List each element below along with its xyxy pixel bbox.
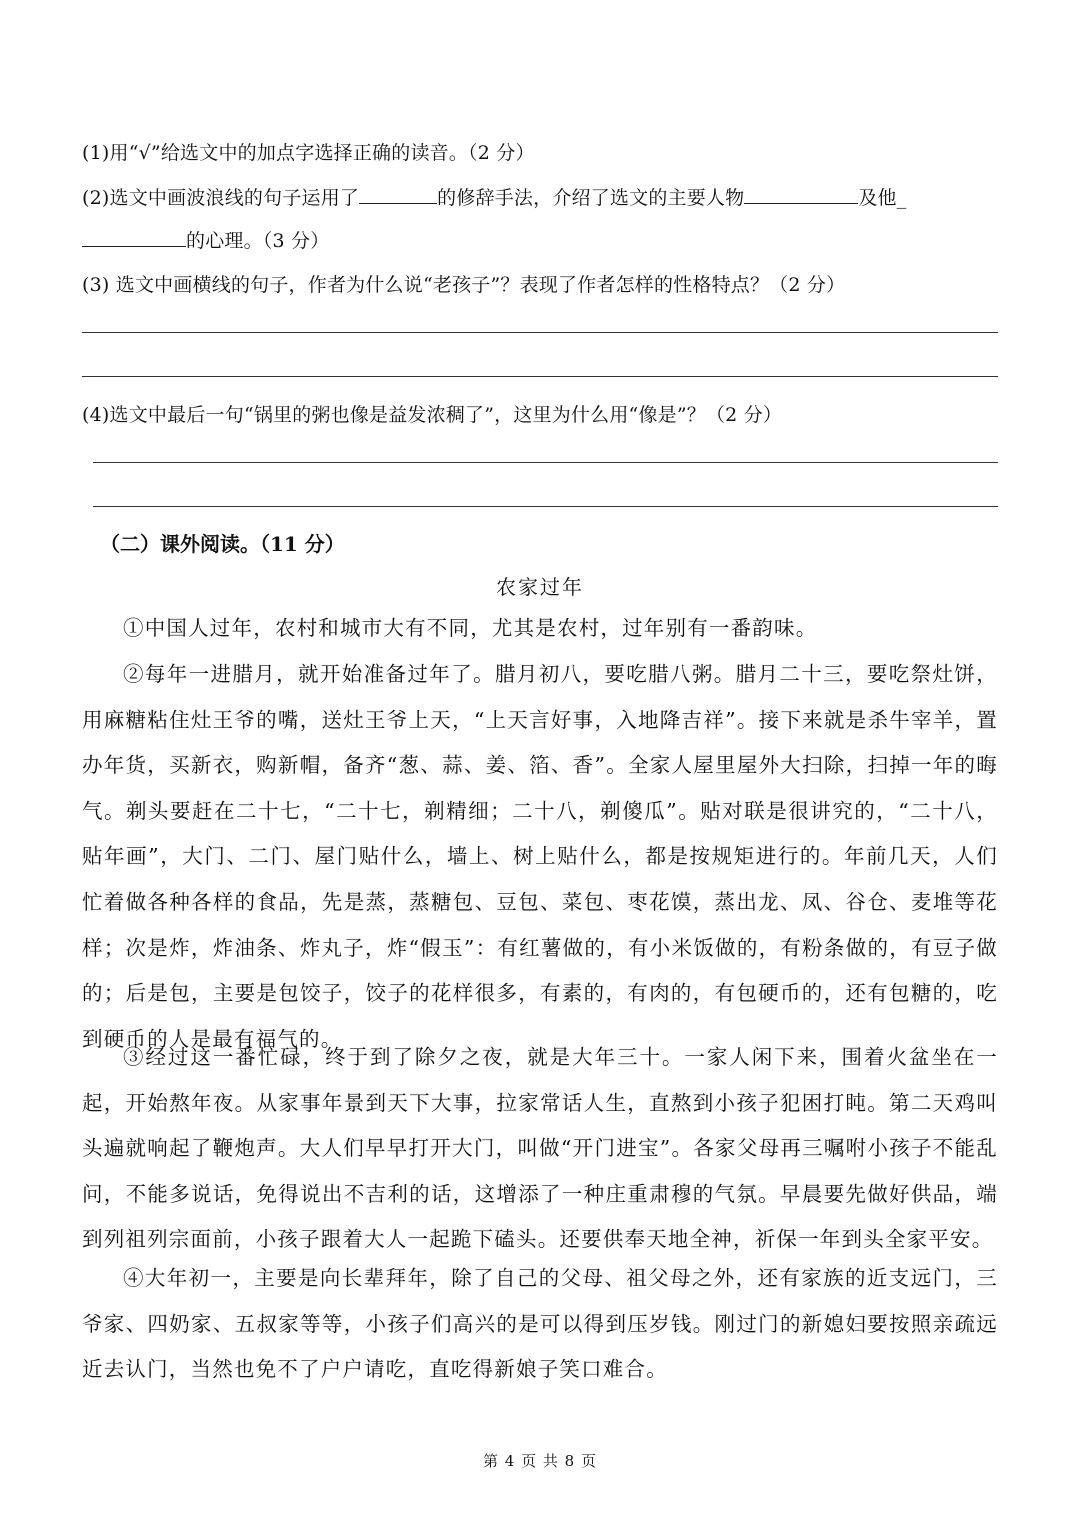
article-paragraph-1: ①中国人过年，农村和城市大有不同，尤其是农村，过年别有一番韵味。 bbox=[123, 616, 818, 640]
page-number: 第 4 页 共 8 页 bbox=[483, 1452, 597, 1470]
answer-line-q3-2[interactable] bbox=[82, 376, 998, 377]
article-title: 农家过年 bbox=[496, 575, 584, 599]
question-4: (4)选文中最后一句“锅里的粥也像是益发浓稠了”，这里为什么用“像是”？（2 分） bbox=[82, 404, 783, 426]
article-paragraph-3: ③经过这一番忙碌，终于到了除夕之夜，就是大年三十。一家人闲下来，围着火盆坐在一起，开始熬年夜。从家事年景到天下大事，拉家常话人生，直熬到小孩子犯困打盹。第二天鸡叫头遍就响起了鞭炮声。大人们早早打开大门，叫做“开门进宝”。各家父母再三嘱咐小孩子不能乱问，不能多说话，免得说出不吉利的话，这增添了一种庄重肃穆的气氛。早晨要先做好供品，端到列祖列宗面前，小孩子跟着大人一起跪下磕头。还要供奉天地全神，祈保一年到头全家平安。 bbox=[82, 1045, 998, 1252]
answer-blank-rhetoric[interactable] bbox=[359, 183, 437, 204]
question-1: (1)用“√”给选文中的加点字选择正确的读音。（2 分） bbox=[82, 142, 535, 164]
article-paragraph-4: ④大年初一，主要是向长辈拜年，除了自己的父母、祖父母之外，还有家族的近支远门，三爷家、四奶家、五叔家等等，小孩子们高兴的是可以得到压岁钱。刚过门的新媳妇要按照亲疏远近去认门，当然也免不了户户请吃，直吃得新娘子笑口难合。 bbox=[82, 1266, 998, 1382]
question-3: (3) 选文中画横线的句子，作者为什么说“老孩子”？表现了作者怎样的性格特点？（2 分） bbox=[82, 274, 846, 296]
question-2-text-a: (2)选文中画波浪线的句子运用了 bbox=[82, 187, 360, 209]
question-2-continued bbox=[82, 226, 329, 253]
answer-blank-person[interactable] bbox=[744, 183, 858, 204]
section-heading: （二）课外阅读。（11 分） bbox=[100, 532, 345, 556]
question-2-text-b: 的修辞手法，介绍了选文的主要人物 bbox=[437, 187, 745, 209]
answer-blank-mind[interactable] bbox=[82, 226, 186, 247]
answer-line-q3-1[interactable] bbox=[82, 332, 998, 333]
question-2-underscore: _ bbox=[896, 187, 907, 209]
answer-line-q4-2[interactable] bbox=[93, 506, 998, 507]
answer-line-q4-1[interactable] bbox=[93, 462, 998, 463]
question-2 bbox=[82, 183, 906, 210]
article-paragraph-2: ②每年一进腊月，就开始准备过年了。腊月初八，要吃腊八粥。腊月二十三，要吃祭灶饼，用麻糖粘住灶王爷的嘴，送灶王爷上天，“上天言好事，入地降吉祥”。接下来就是杀牛宰羊，置办年货，买新衣，购新帽，备齐“葱、蒜、姜、箔、香”。全家人屋里屋外大扫除，扫掉一年的晦气。剃头要赶在二十七，“二十七，剃精细；二十八，剃傻瓜”。贴对联是很讲究的，“二十八，贴年画”，大门、二门、屋门贴什么，墙上、树上贴什么，都是按规矩进行的。年前几天，人们忙着做各种各样的食品，先是蒸，蒸糖包、豆包、菜包、枣花馍，蒸出龙、凤、谷仓、麦堆等花样；次是炸，炸油条、炸丸子，炸“假玉”：有红薯做的，有小米饭做的，有粉条做的，有豆子做的；后是包，主要是包饺子，饺子的花样很多，有素的，有肉的，有包硬币的，还有包糖的，吃到硬币的人是最有福气的。 bbox=[82, 662, 998, 1051]
question-2-text-d: 的心理。（3 分） bbox=[186, 230, 330, 252]
question-2-text-c: 及他 bbox=[858, 187, 897, 209]
